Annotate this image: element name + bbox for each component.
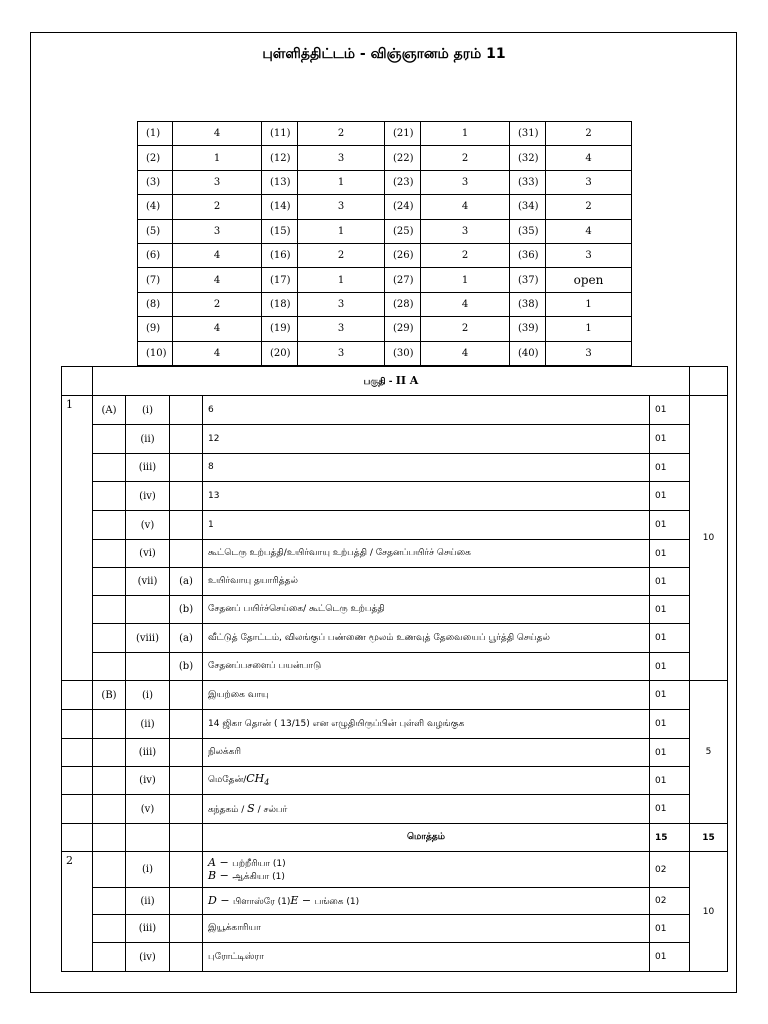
formula-subscript: 4 — [264, 778, 270, 788]
answer-cell: 1 — [421, 122, 510, 146]
answer-cell: 2 — [546, 122, 632, 146]
total-mark: 15 — [650, 824, 690, 852]
item-number: (vi) — [126, 540, 170, 568]
answer-text — [203, 852, 650, 888]
answer-text: நிலக்கரி — [203, 739, 650, 767]
sub-item-label: (a) — [170, 624, 203, 653]
question-number-cell: (22) — [385, 146, 421, 170]
answer-cell: 3 — [546, 341, 632, 365]
question-number-cell: (25) — [385, 219, 421, 243]
question-number-cell: (20) — [262, 341, 298, 365]
mark-value: 01 — [650, 915, 690, 943]
answer-cell: 2 — [173, 292, 262, 316]
structured-answers-table — [61, 366, 728, 972]
mcq-row — [138, 317, 632, 341]
question-number-cell: (12) — [262, 146, 298, 170]
answer-text: புரோட்டிஸ்ரா — [203, 943, 650, 972]
question-number-cell: (10) — [138, 341, 173, 365]
answer-cell: 3 — [173, 170, 262, 194]
mark-value: 01 — [650, 396, 690, 425]
mcq-row — [138, 341, 632, 365]
mark-value: 01 — [650, 454, 690, 482]
answer-cell: 4 — [546, 146, 632, 170]
question-number-cell: (24) — [385, 195, 421, 219]
mark-value: 01 — [650, 943, 690, 972]
part-total: 10 — [690, 396, 728, 681]
question-number-cell: (13) — [262, 170, 298, 194]
table-row — [62, 624, 728, 653]
answer-text-part: / சல்பர் — [254, 804, 288, 815]
table-row — [62, 767, 728, 795]
question-number-cell: (32) — [510, 146, 546, 170]
formula-symbol: A — [208, 855, 216, 869]
answer-text: இயூக்காரியா — [203, 915, 650, 943]
mcq-row — [138, 146, 632, 170]
mcq-row — [138, 122, 632, 146]
dash-symbol: − — [216, 893, 234, 907]
question-number-cell: (26) — [385, 243, 421, 267]
question-number-cell: (3) — [138, 170, 173, 194]
answer-cell: 1 — [546, 292, 632, 316]
grand-total: 15 — [690, 824, 728, 852]
answer-cell: 3 — [298, 317, 385, 341]
formula-symbol: S — [247, 801, 255, 815]
mcq-row — [138, 170, 632, 194]
dash-symbol: − — [298, 893, 315, 907]
mark-value: 01 — [650, 482, 690, 511]
question-number-cell: (9) — [138, 317, 173, 341]
question-number-cell: (27) — [385, 268, 421, 292]
section-roman: II A — [395, 374, 419, 387]
answer-cell: 4 — [421, 195, 510, 219]
answer-cell: 2 — [546, 195, 632, 219]
question-number-cell: (16) — [262, 243, 298, 267]
answer-cell: 4 — [173, 243, 262, 267]
mcq-row — [138, 268, 632, 292]
answer-text: வீட்டுத் தோட்டம், விலங்குப் பண்ணை மூலம் உணவுத் தேவையைப் பூர்த்தி செய்தல் — [203, 624, 650, 653]
mark-value: 01 — [650, 795, 690, 824]
total-label: மொத்தம் — [203, 824, 650, 852]
answer-text-part: பற்றீரியா (1) — [232, 858, 286, 869]
mark-value: 01 — [650, 596, 690, 624]
answer-text: உயிர்வாயு தயாரித்தல் — [203, 568, 650, 596]
item-number: (vii) — [126, 568, 170, 596]
answer-cell: open — [546, 268, 632, 292]
answer-cell: 3 — [298, 195, 385, 219]
question-number: 2 — [62, 852, 93, 972]
question-number-cell: (37) — [510, 268, 546, 292]
dash-symbol: − — [216, 868, 233, 882]
section-label: பகுதி — [363, 377, 386, 387]
answer-text: இயற்கை வாயு — [203, 681, 650, 710]
question-number-cell: (7) — [138, 268, 173, 292]
section-header-row — [62, 367, 728, 396]
part-total: 10 — [690, 852, 728, 972]
question-number-cell: (18) — [262, 292, 298, 316]
total-row — [62, 824, 728, 852]
answer-cell: 3 — [298, 292, 385, 316]
table-row — [62, 710, 728, 739]
answer-line — [208, 870, 649, 883]
answer-cell: 1 — [298, 268, 385, 292]
question-number-cell: (14) — [262, 195, 298, 219]
question-number-cell: (2) — [138, 146, 173, 170]
answer-cell: 1 — [546, 317, 632, 341]
answer-cell: 4 — [546, 219, 632, 243]
question-number-cell: (40) — [510, 341, 546, 365]
mark-value: 01 — [650, 653, 690, 681]
table-row — [62, 795, 728, 824]
question-number-cell: (1) — [138, 122, 173, 146]
answer-text: 6 — [203, 396, 650, 425]
answer-cell: 2 — [421, 243, 510, 267]
table-row — [62, 396, 728, 425]
table-row — [62, 739, 728, 767]
table-row — [62, 511, 728, 540]
answer-text: சேதனப்பசளைப் பயன்பாடு — [203, 653, 650, 681]
question-number-cell: (39) — [510, 317, 546, 341]
item-number: (i) — [126, 396, 170, 425]
question-number-cell: (33) — [510, 170, 546, 194]
question-number-cell: (29) — [385, 317, 421, 341]
answer-text-part: கந்தகம் / — [208, 804, 245, 815]
item-number: (ii) — [126, 888, 170, 915]
mcq-row — [138, 195, 632, 219]
item-number: (v) — [126, 795, 170, 824]
formula-symbol: CH — [246, 771, 265, 785]
question-number-cell: (15) — [262, 219, 298, 243]
answer-cell: 3 — [298, 341, 385, 365]
answer-cell: 3 — [421, 170, 510, 194]
answer-cell: 3 — [298, 146, 385, 170]
mark-value: 01 — [650, 511, 690, 540]
answer-text: 1 — [203, 511, 650, 540]
mark-value: 01 — [650, 540, 690, 568]
section-heading: பகுதி - II A — [93, 367, 690, 396]
answer-cell: 3 — [173, 219, 262, 243]
mark-value: 01 — [650, 739, 690, 767]
question-number-cell: (19) — [262, 317, 298, 341]
table-row — [62, 852, 728, 888]
answer-cell: 2 — [173, 195, 262, 219]
answer-text-part: பங்கை (1) — [314, 896, 360, 907]
dash-symbol: − — [215, 855, 233, 869]
question-number-cell: (5) — [138, 219, 173, 243]
sub-item-label: (b) — [170, 653, 203, 681]
part-total: 5 — [690, 681, 728, 824]
sub-item-label: (a) — [170, 568, 203, 596]
formula-symbol: D — [208, 893, 217, 907]
question-number-cell: (34) — [510, 195, 546, 219]
mcq-row — [138, 219, 632, 243]
table-row — [62, 681, 728, 710]
answer-cell: 4 — [173, 341, 262, 365]
item-number: (ii) — [126, 710, 170, 739]
answer-cell: 4 — [173, 317, 262, 341]
mark-value: 01 — [650, 710, 690, 739]
mcq-answer-key-table — [137, 121, 632, 366]
item-number: (ii) — [126, 425, 170, 454]
mark-value: 02 — [650, 888, 690, 915]
table-row — [62, 425, 728, 454]
item-number: (iii) — [126, 915, 170, 943]
answer-cell: 3 — [546, 243, 632, 267]
mark-value: 01 — [650, 681, 690, 710]
item-number: (iv) — [126, 767, 170, 795]
mark-value: 01 — [650, 425, 690, 454]
answer-text — [203, 888, 650, 915]
answer-cell: 2 — [298, 122, 385, 146]
answer-cell: 3 — [546, 170, 632, 194]
answer-text — [203, 767, 650, 795]
item-number: (iv) — [126, 482, 170, 511]
part-label: (A) — [93, 396, 126, 425]
sub-item-label: (b) — [170, 596, 203, 624]
answer-cell: 1 — [298, 170, 385, 194]
answer-text: 8 — [203, 454, 650, 482]
item-number: (iii) — [126, 739, 170, 767]
item-number: (iv) — [126, 943, 170, 972]
table-row — [62, 943, 728, 972]
answer-cell: 4 — [421, 341, 510, 365]
answer-text: சேதனப் பயிர்ச்செய்கை/ கூட்டெரு உற்பத்தி — [203, 596, 650, 624]
answer-cell: 4 — [173, 268, 262, 292]
question-number-cell: (11) — [262, 122, 298, 146]
question-number-cell: (8) — [138, 292, 173, 316]
page-title: புள்ளித்திட்டம் - விஞ்ஞானம் தரம் 11 — [262, 46, 506, 62]
table-row — [62, 653, 728, 681]
item-number: (viii) — [126, 624, 170, 653]
mcq-row — [138, 292, 632, 316]
mark-value: 02 — [650, 852, 690, 888]
answer-cell: 4 — [173, 122, 262, 146]
table-row — [62, 482, 728, 511]
formula-symbol: B — [208, 868, 217, 882]
table-row — [62, 568, 728, 596]
item-number: (i) — [126, 681, 170, 710]
item-number: (v) — [126, 511, 170, 540]
answer-text: 14 ஜிகா தொன் ( 13/15) என எழுதியிருப்பின் புள்ளி வழங்குக — [203, 710, 650, 739]
answer-line — [208, 857, 649, 870]
question-number-cell: (6) — [138, 243, 173, 267]
formula — [246, 771, 270, 788]
question-number-cell: (23) — [385, 170, 421, 194]
question-number-cell: (17) — [262, 268, 298, 292]
answer-cell: 1 — [421, 268, 510, 292]
mark-value: 01 — [650, 568, 690, 596]
question-number: 1 — [62, 396, 93, 681]
answer-text-part: பிளாஸ்ரே (1) — [233, 896, 291, 907]
answer-cell: 3 — [421, 219, 510, 243]
question-number-cell: (36) — [510, 243, 546, 267]
item-number: (iii) — [126, 454, 170, 482]
table-row — [62, 454, 728, 482]
table-row — [62, 540, 728, 568]
formula-symbol: E — [290, 893, 299, 907]
table-row — [62, 915, 728, 943]
table-row — [62, 596, 728, 624]
answer-text: 12 — [203, 425, 650, 454]
answer-cell: 2 — [421, 146, 510, 170]
mark-value: 01 — [650, 624, 690, 653]
answer-cell: 2 — [298, 243, 385, 267]
answer-cell: 1 — [298, 219, 385, 243]
answer-text: கூட்டெரு உற்பத்தி/உயிர்வாயு உற்பத்தி / சேதனப்பயிர்ச் செய்கை — [203, 540, 650, 568]
question-number-cell: (30) — [385, 341, 421, 365]
question-number-cell: (28) — [385, 292, 421, 316]
question-number-cell: (21) — [385, 122, 421, 146]
item-number: (i) — [126, 852, 170, 888]
mcq-row — [138, 243, 632, 267]
question-number-cell: (38) — [510, 292, 546, 316]
part-label: (B) — [93, 681, 126, 710]
answer-cell: 1 — [173, 146, 262, 170]
answer-cell: 4 — [421, 292, 510, 316]
question-number-cell: (31) — [510, 122, 546, 146]
question-number-cell: (35) — [510, 219, 546, 243]
answer-text — [203, 795, 650, 824]
answer-text-part: ஆக்கியா (1) — [232, 871, 285, 882]
answer-cell: 2 — [421, 317, 510, 341]
mark-value: 01 — [650, 767, 690, 795]
table-row — [62, 888, 728, 915]
answer-text-part: மெதேன்/ — [208, 774, 247, 785]
answer-text: 13 — [203, 482, 650, 511]
question-number-cell: (4) — [138, 195, 173, 219]
